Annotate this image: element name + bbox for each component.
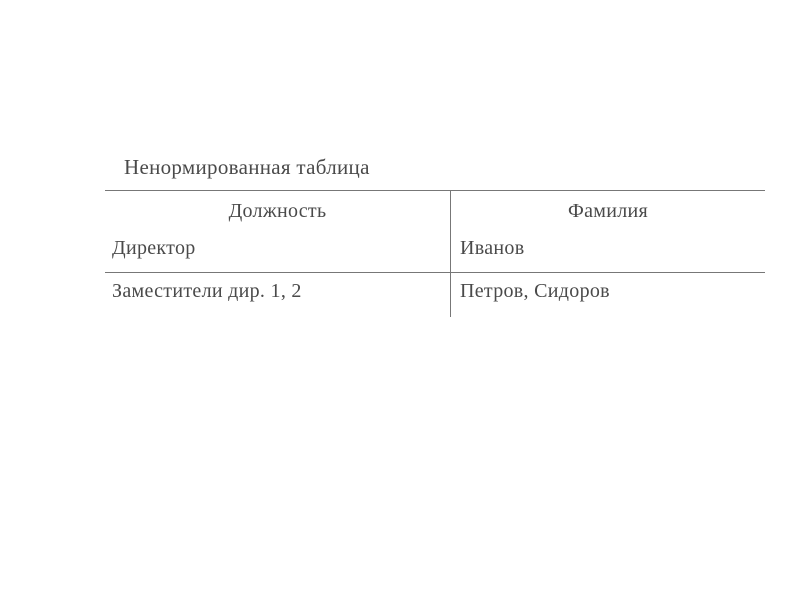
table-cell-position: Директор: [112, 237, 196, 259]
row-divider: [105, 272, 765, 273]
table-cell-surname: Петров, Сидоров: [460, 280, 610, 302]
table-top-border: [105, 190, 765, 191]
column-header-position: Должность: [228, 200, 327, 222]
column-header-surname: Фамилия: [567, 200, 649, 222]
table-cell-position: Заместители дир. 1, 2: [112, 280, 302, 302]
table-caption: Ненормированная таблица: [124, 155, 370, 179]
table-cell-surname: Иванов: [460, 237, 525, 259]
data-table: [105, 190, 765, 317]
